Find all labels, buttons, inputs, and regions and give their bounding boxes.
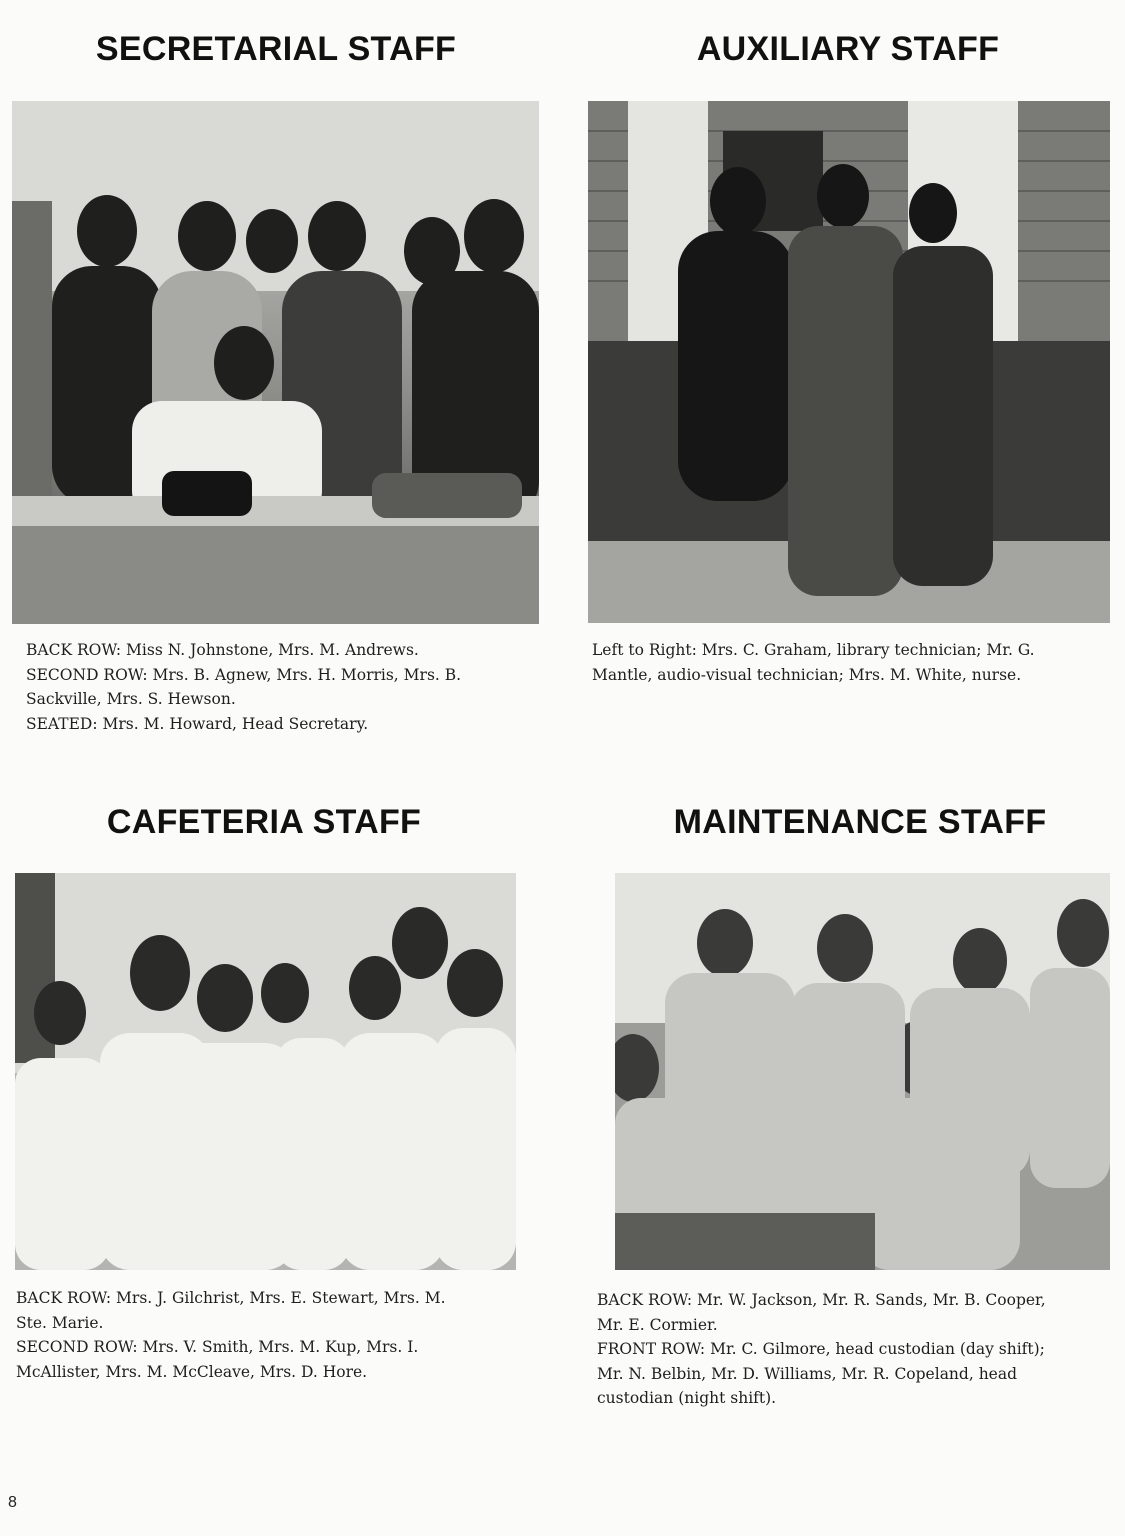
group-photo-icon — [615, 873, 1110, 1270]
caption-line: SECOND ROW: Mrs. V. Smith, Mrs. M. Kup, Mrs. I. — [16, 1338, 419, 1356]
page-number: 8 — [8, 1494, 17, 1511]
caption-line: custodian (night shift). — [597, 1389, 777, 1407]
caption-line: BACK ROW: Mr. W. Jackson, Mr. R. Sands, Mr. B. Cooper, — [597, 1291, 1046, 1309]
section-title-auxiliary: AUXILIARY STAFF — [696, 30, 1000, 68]
secretarial-caption — [26, 638, 461, 736]
caption-line: SEATED: Mrs. M. Howard, Head Secretary. — [26, 714, 369, 733]
caption-line: Mr. N. Belbin, Mr. D. Williams, Mr. R. Copeland, head — [597, 1364, 1018, 1383]
secretarial-staff-photo — [12, 101, 539, 624]
caption-line: BACK ROW: Mrs. J. Gilchrist, Mrs. E. Stewart, Mrs. M. — [16, 1289, 446, 1307]
section-title-secretarial: SECRETARIAL STAFF — [95, 30, 457, 68]
caption-line: SECOND ROW: Mrs. B. Agnew, Mrs. H. Morris, Mrs. B. — [26, 665, 462, 684]
group-photo-icon — [12, 101, 539, 624]
maintenance-caption — [597, 1288, 1046, 1411]
caption-line: Sackville, Mrs. S. Hewson. — [26, 690, 236, 708]
cafeteria-staff-photo — [15, 873, 516, 1270]
auxiliary-caption — [592, 638, 1035, 687]
cafeteria-caption — [16, 1286, 446, 1384]
section-title-cafeteria: CAFETERIA STAFF — [106, 803, 422, 841]
auxiliary-staff-photo — [588, 101, 1110, 623]
section-title-maintenance: MAINTENANCE STAFF — [673, 803, 1047, 841]
caption-line: Ste. Marie. — [16, 1313, 104, 1332]
caption-line: Mantle, audio-visual technician; Mrs. M. White, nurse. — [592, 665, 1022, 684]
maintenance-staff-photo — [615, 873, 1110, 1270]
caption-line: FRONT ROW: Mr. C. Gilmore, head custodian (day shift); — [597, 1340, 1045, 1358]
caption-line: Mr. E. Cormier. — [597, 1315, 718, 1334]
caption-line: McAllister, Mrs. M. McCleave, Mrs. D. Hore. — [16, 1362, 368, 1381]
group-photo-icon — [15, 873, 516, 1270]
caption-line: BACK ROW: Miss N. Johnstone, Mrs. M. Andrews. — [26, 641, 419, 659]
group-photo-icon — [588, 101, 1110, 623]
caption-line: Left to Right: Mrs. C. Graham, library technician; Mr. G. — [592, 641, 1035, 659]
